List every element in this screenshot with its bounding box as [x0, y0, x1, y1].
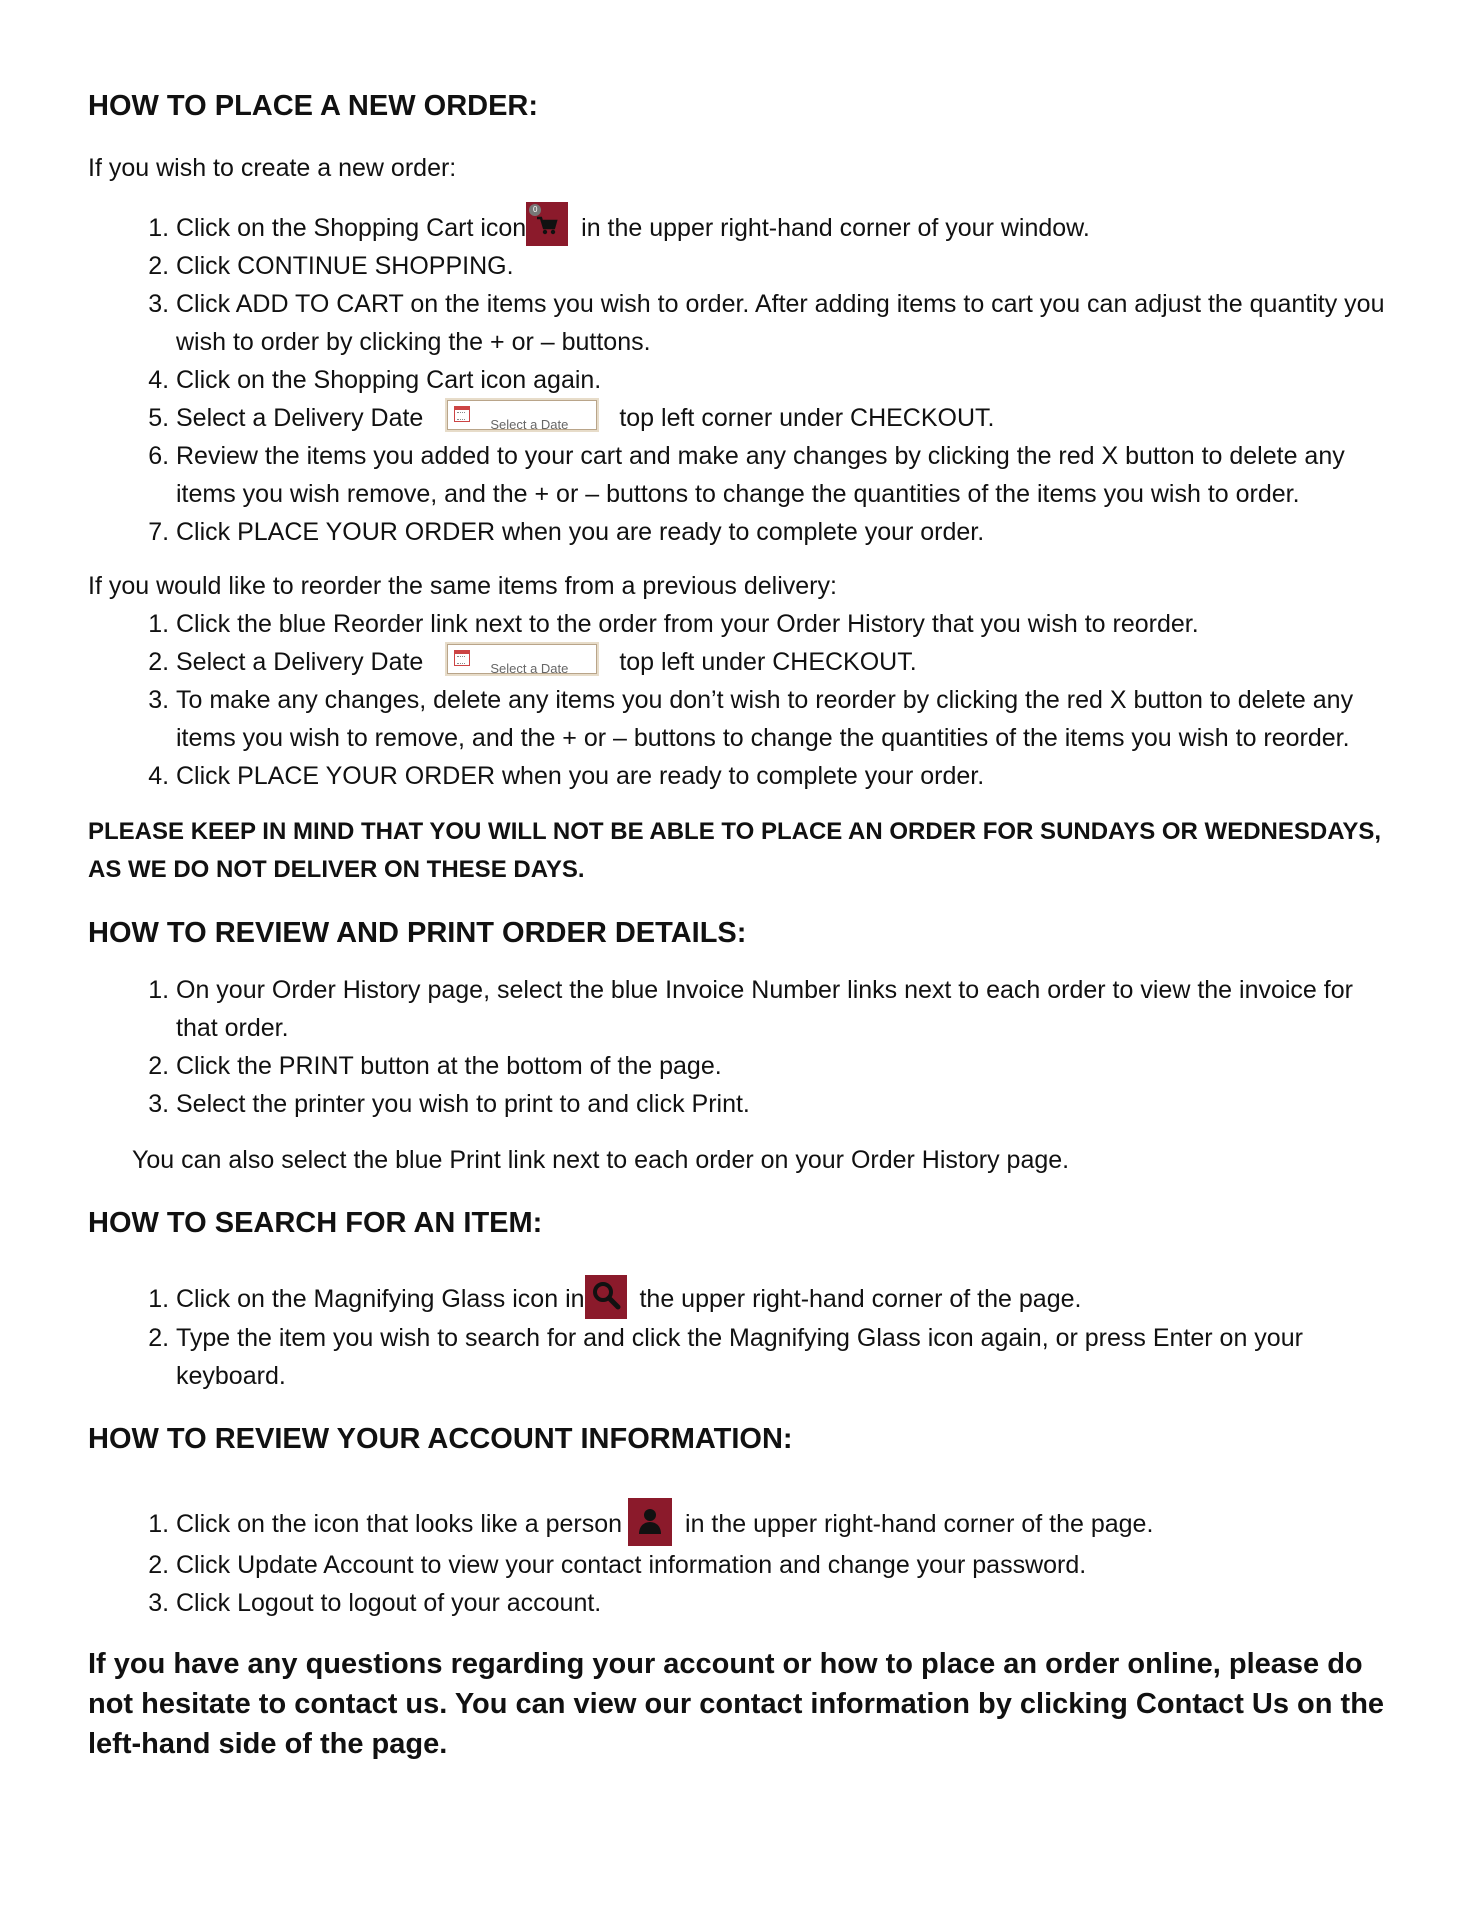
reorder-steps: [88, 605, 1396, 795]
list-item: 7. Click PLACE YOUR ORDER when you are ready to complete your order.: [176, 513, 1396, 551]
list-item: 3. Click Logout to logout of your account.: [176, 1584, 1396, 1622]
list-item: 5. Select a Delivery Date Select a Date top left corner under CHECKOUT.: [176, 399, 1396, 437]
list-item: 4. Click on the Shopping Cart icon again.: [176, 361, 1396, 399]
magnifying-glass-icon: [585, 1275, 627, 1319]
select-date-widget: Select a Date: [447, 644, 597, 674]
shopping-cart-icon: [526, 202, 568, 246]
calendar-icon: [454, 406, 470, 422]
new-order-steps: [88, 202, 1396, 551]
list-item: 4. Click PLACE YOUR ORDER when you are ready to complete your order.: [176, 757, 1396, 795]
list-item: 1. On your Order History page, select the blue Invoice Number links next to each order to view the invoice for that order.: [176, 971, 1396, 1047]
list-item: 2. Select a Delivery Date Select a Date top left under CHECKOUT.: [176, 643, 1396, 681]
calendar-icon: [454, 650, 470, 666]
list-item: 3. Select the printer you wish to print to and click Print.: [176, 1085, 1396, 1123]
list-item: 2. Type the item you wish to search for and click the Magnifying Glass icon again, or press Enter on your keyboard.: [176, 1319, 1396, 1395]
print-heading: HOW TO REVIEW AND PRINT ORDER DETAILS:: [88, 916, 747, 949]
delivery-days-warning: PLEASE KEEP IN MIND THAT YOU WILL NOT BE ABLE TO PLACE AN ORDER FOR SUNDAYS OR WEDNESDAYS, AS WE DO NOT DELIVER ON THESE DAYS.: [88, 817, 1382, 883]
reorder-intro: If you would like to reorder the same items from a previous delivery:: [88, 571, 837, 600]
list-item: 2. Click Update Account to view your contact information and change your password.: [176, 1546, 1396, 1584]
list-item: 1. Click on the Magnifying Glass icon in the upper right-hand corner of the page.: [176, 1275, 1396, 1319]
list-item: 1. Click on the Shopping Cart icon 0 in the upper right-hand corner of your window.: [176, 202, 1396, 247]
list-item: 1. Click on the icon that looks like a person in the upper right-hand corner of the page.: [176, 1498, 1396, 1546]
account-steps: [88, 1498, 1396, 1622]
cart-count-badge: 0: [529, 204, 541, 216]
account-heading: HOW TO REVIEW YOUR ACCOUNT INFORMATION:: [88, 1423, 793, 1456]
list-item: 3. To make any changes, delete any items you don’t wish to reorder by clicking the red X button to delete any items you wish to remove, and the + or – buttons to change the quantities of the items you wish to reorder.: [176, 681, 1396, 757]
new-order-intro: If you wish to create a new order:: [88, 154, 457, 183]
list-item: 2. Click CONTINUE SHOPPING.: [176, 247, 1396, 285]
print-note: You can also select the blue Print link next to each order on your Order History page.: [132, 1146, 1070, 1174]
search-heading: HOW TO SEARCH FOR AN ITEM:: [88, 1207, 543, 1239]
person-icon: [628, 1498, 672, 1546]
list-item: 2. Click the PRINT button at the bottom of the page.: [176, 1047, 1396, 1085]
select-date-widget: Select a Date: [447, 400, 597, 430]
closing-message: If you have any questions regarding your account or how to place an order online, please do not hesitate to contact us. You can view our contact information by clicking Contact Us on the left-hand side of the page.: [88, 1647, 1385, 1760]
list-item: 6. Review the items you added to your cart and make any changes by clicking the red X button to delete any items you wish remove, and the + or – buttons to change the quantities of the items you wish to order.: [176, 437, 1396, 513]
list-item: 3. Click ADD TO CART on the items you wish to order. After adding items to cart you can adjust the quantity you wish to order by clicking the + or – buttons.: [176, 285, 1396, 361]
list-item: 1. Click the blue Reorder link next to the order from your Order History that you wish to reorder.: [176, 605, 1396, 643]
search-steps: [88, 1275, 1396, 1395]
print-steps: [88, 971, 1396, 1123]
new-order-heading: HOW TO PLACE A NEW ORDER:: [88, 90, 539, 122]
